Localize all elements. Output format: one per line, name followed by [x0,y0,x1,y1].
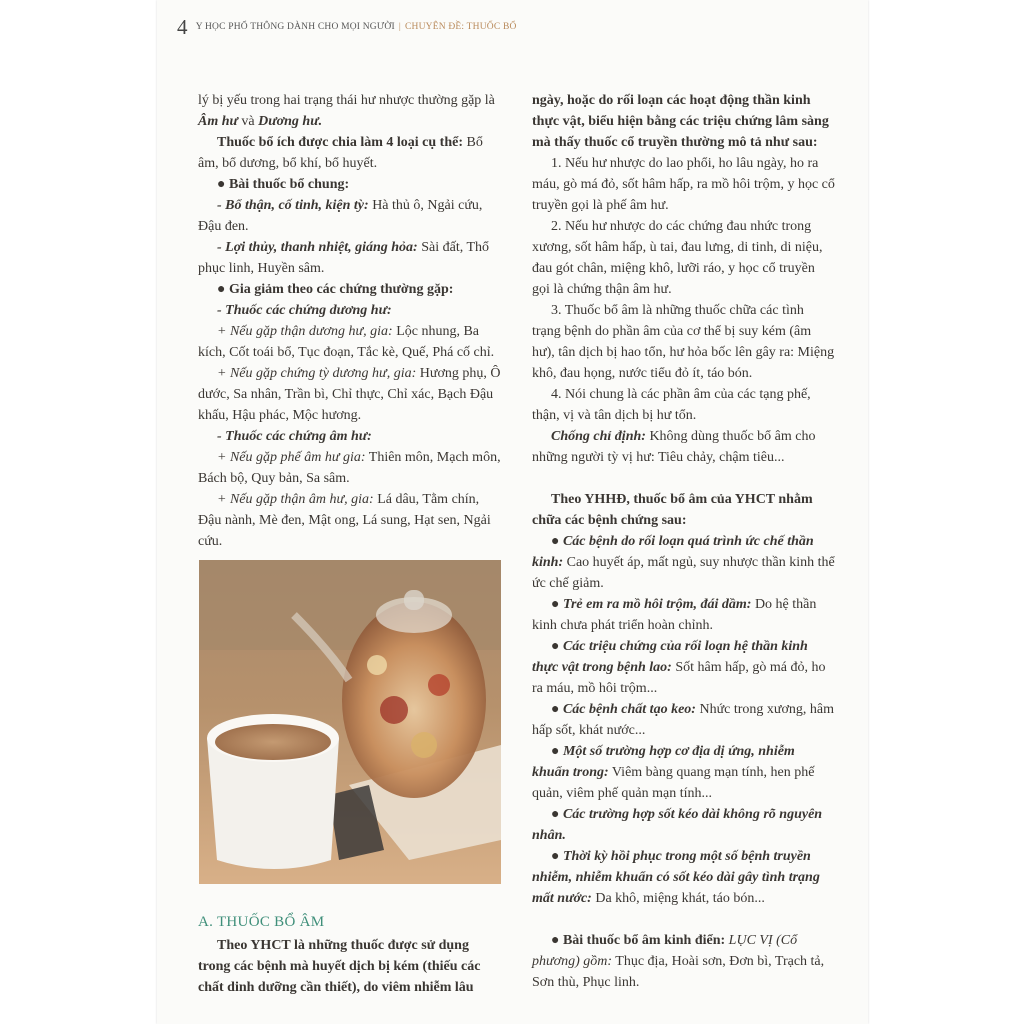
list-item: + Nếu gặp chứng tỳ dương hư, gia: Hương phụ, Ô dước, Sa nhân, Trần bì, Chỉ thực, Chỉ xác, Bạch Đậu khấu, Hậu phác, Mộc hương. [198,366,501,423]
running-header [177,16,517,38]
paragraph: ngày, hoặc do rối loạn các hoạt động thần kinh thực vật, biểu hiện bằng các triệu chứng lâm sàng mà thấy thuốc cổ truyền thường mô tả như sau: [532,93,829,150]
list-item: ● Các bệnh chất tạo keo: Nhức trong xương, hâm hấp sốt, khát nước... [532,702,835,738]
list-item: ● Các trường hợp sốt kéo dài không rõ nguyên nhân. [532,807,823,843]
book-title: Y HỌC PHỔ THÔNG DÀNH CHO MỌI NGƯỜI [195,22,395,32]
list-item: + Nếu gặp phế âm hư gia: Thiên môn, Mạch môn, Bách bộ, Quy bản, Sa sâm. [198,450,501,486]
paragraph: Theo YHHĐ, thuốc bổ âm của YHCT nhằm chữa các bệnh chứng sau: [532,492,813,528]
bullet-heading: ● Bài thuốc bổ chung: [217,177,350,192]
herbal-tea-photo [199,560,501,884]
bullet-heading: ● Gia giảm theo các chứng thường gặp: [217,282,454,297]
subheading: - Thuốc các chứng dương hư: [217,303,392,318]
right-column [532,90,835,993]
page-number: 4 [177,14,188,39]
numbered-item: 2. Nếu hư nhược do các chứng đau nhức trong xương, sốt hâm hấp, ù tai, đau lưng, di tinh, di niệu, đau gót chân, miệng khô, lưỡi ráo, y học cổ truyền gọi là chứng thận âm hư. [532,219,823,297]
list-item: ● Trẻ em ra mồ hôi trộm, đái dầm: Do hệ thần kinh chưa phát triển hoàn chỉnh. [532,597,817,633]
section-a-text: Theo YHCT là những thuốc được sử dụng trong các bệnh mà huyết dịch bị kém (thiếu các chất dinh dưỡng cần thiết), do viêm nhiễm lâu [198,938,481,995]
numbered-item: 4. Nói chung là các phần âm của các tạng phế, thận, vị và tân dịch bị hư tổn. [532,387,811,423]
list-item: + Nếu gặp thận âm hư, gia: Lá dâu, Tằm chín, Đậu nành, Mè đen, Mật ong, Lá sung, Hạt sen, Ngải cứu. [198,492,491,549]
numbered-item: 3. Thuốc bổ âm là những thuốc chữa các tình trạng bệnh do phần âm của cơ thể bị suy kém (âm hư), tân dịch bị hao tổn, hư hỏa bốc lên gây ra: Miệng khô, đau họng, nước tiểu đỏ ít, táo bón. [532,303,835,381]
list-item: ● Thời kỳ hồi phục trong một số bệnh truyền nhiễm, nhiễm khuẩn có sốt kéo dài gây tình trạng mất nước: Da khô, miệng khát, táo bón... [532,849,820,906]
header-divider: | [398,22,401,32]
contraindication: Chống chỉ định: Không dùng thuốc bổ âm cho những người tỳ vị hư: Tiêu chảy, chậm tiêu... [532,429,816,465]
list-item: ● Một số trường hợp cơ địa dị ứng, nhiễm khuẩn trong: Viêm bàng quang mạn tính, hen phế quản, viêm phế quản mạn tính... [532,744,815,801]
list-item: + Nếu gặp thận dương hư, gia: Lộc nhung, Ba kích, Cốt toái bổ, Tục đoạn, Tắc kè, Quế, Phá cố chỉ. [198,324,495,360]
numbered-item: 1. Nếu hư nhược do lao phổi, ho lâu ngày, ho ra máu, gò má đỏ, sốt hâm hấp, ra mồ hôi trộm, y học cổ truyền gọi là phế âm hư. [532,156,835,213]
paragraph: Thuốc bổ ích được chia làm 4 loại cụ thể: Bổ âm, bổ dương, bổ khí, bổ huyết. [198,135,483,171]
list-item: - Bổ thận, cố tinh, kiện tỳ: Hà thủ ô, Ngải cứu, Đậu đen. [198,198,483,234]
list-item: ● Các bệnh do rối loạn quá trình ức chế thần kinh: Cao huyết áp, mất ngủ, suy nhược thần kinh thể ức chế giảm. [532,534,835,591]
subheading: - Thuốc các chứng âm hư: [217,429,372,444]
classic-formula: ● Bài thuốc bổ âm kinh điển: LỤC VỊ (Cổ phương) gồm: Thục địa, Hoài sơn, Đơn bì, Trạch tả, Sơn thù, Phục linh. [532,933,825,990]
list-item: - Lợi thủy, thanh nhiệt, giáng hỏa: Sài đất, Thổ phục linh, Huyền sâm. [198,240,490,276]
paragraph: lý bị yếu trong hai trạng thái hư nhược thường gặp là Âm hư và Dương hư. [198,93,495,129]
topic-label: CHUYÊN ĐỀ: THUỐC BỔ [404,22,517,32]
left-column [198,90,502,552]
section-heading: A. THUỐC BỔ ÂM [198,914,325,930]
list-item: ● Các triệu chứng của rối loạn hệ thần kinh thực vật trong bệnh lao: Sốt hâm hấp, gò má đỏ, ho ra máu, mồ hôi trộm... [532,639,826,696]
